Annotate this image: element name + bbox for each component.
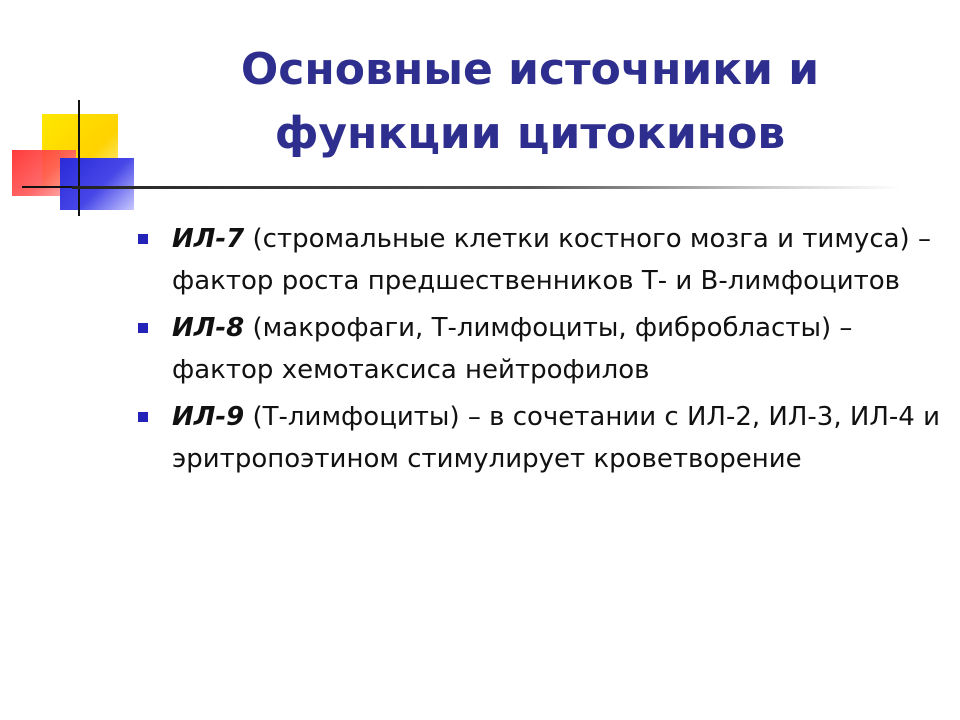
list-item-il8 bbox=[130, 307, 945, 391]
slide-title-line-2: функции цитокинов bbox=[274, 108, 786, 159]
cytokine-description: (Т-лимфоциты) – в сочетании с ИЛ-2, ИЛ-3, ИЛ-4 и эритропоэтином стимулирует кроветворение bbox=[172, 402, 940, 474]
cytokine-term: ИЛ-8 bbox=[172, 313, 245, 343]
bullet-list bbox=[130, 218, 945, 485]
cytokine-term: ИЛ-7 bbox=[172, 224, 245, 254]
cytokine-description: (макрофаги, Т-лимфоциты, фибробласты) – фактор хемотаксиса нейтрофилов bbox=[172, 313, 853, 385]
square-bullet-icon bbox=[138, 323, 148, 333]
square-bullet-icon bbox=[138, 412, 148, 422]
logo-blue-square bbox=[60, 158, 134, 210]
title-divider bbox=[72, 186, 902, 189]
slide-title-line-1: Основные источники и bbox=[240, 44, 820, 95]
logo-horizontal-line bbox=[22, 186, 72, 188]
square-bullet-icon bbox=[138, 234, 148, 244]
cytokine-description: (стромальные клетки костного мозга и тимуса) – фактор роста предшественников Т- и В-лимфоцитов bbox=[172, 224, 931, 296]
logo-vertical-line bbox=[78, 100, 80, 216]
list-item-il7 bbox=[130, 218, 945, 302]
list-item-il9 bbox=[130, 396, 945, 480]
cytokine-term: ИЛ-9 bbox=[172, 402, 245, 432]
slide-title bbox=[150, 38, 910, 166]
